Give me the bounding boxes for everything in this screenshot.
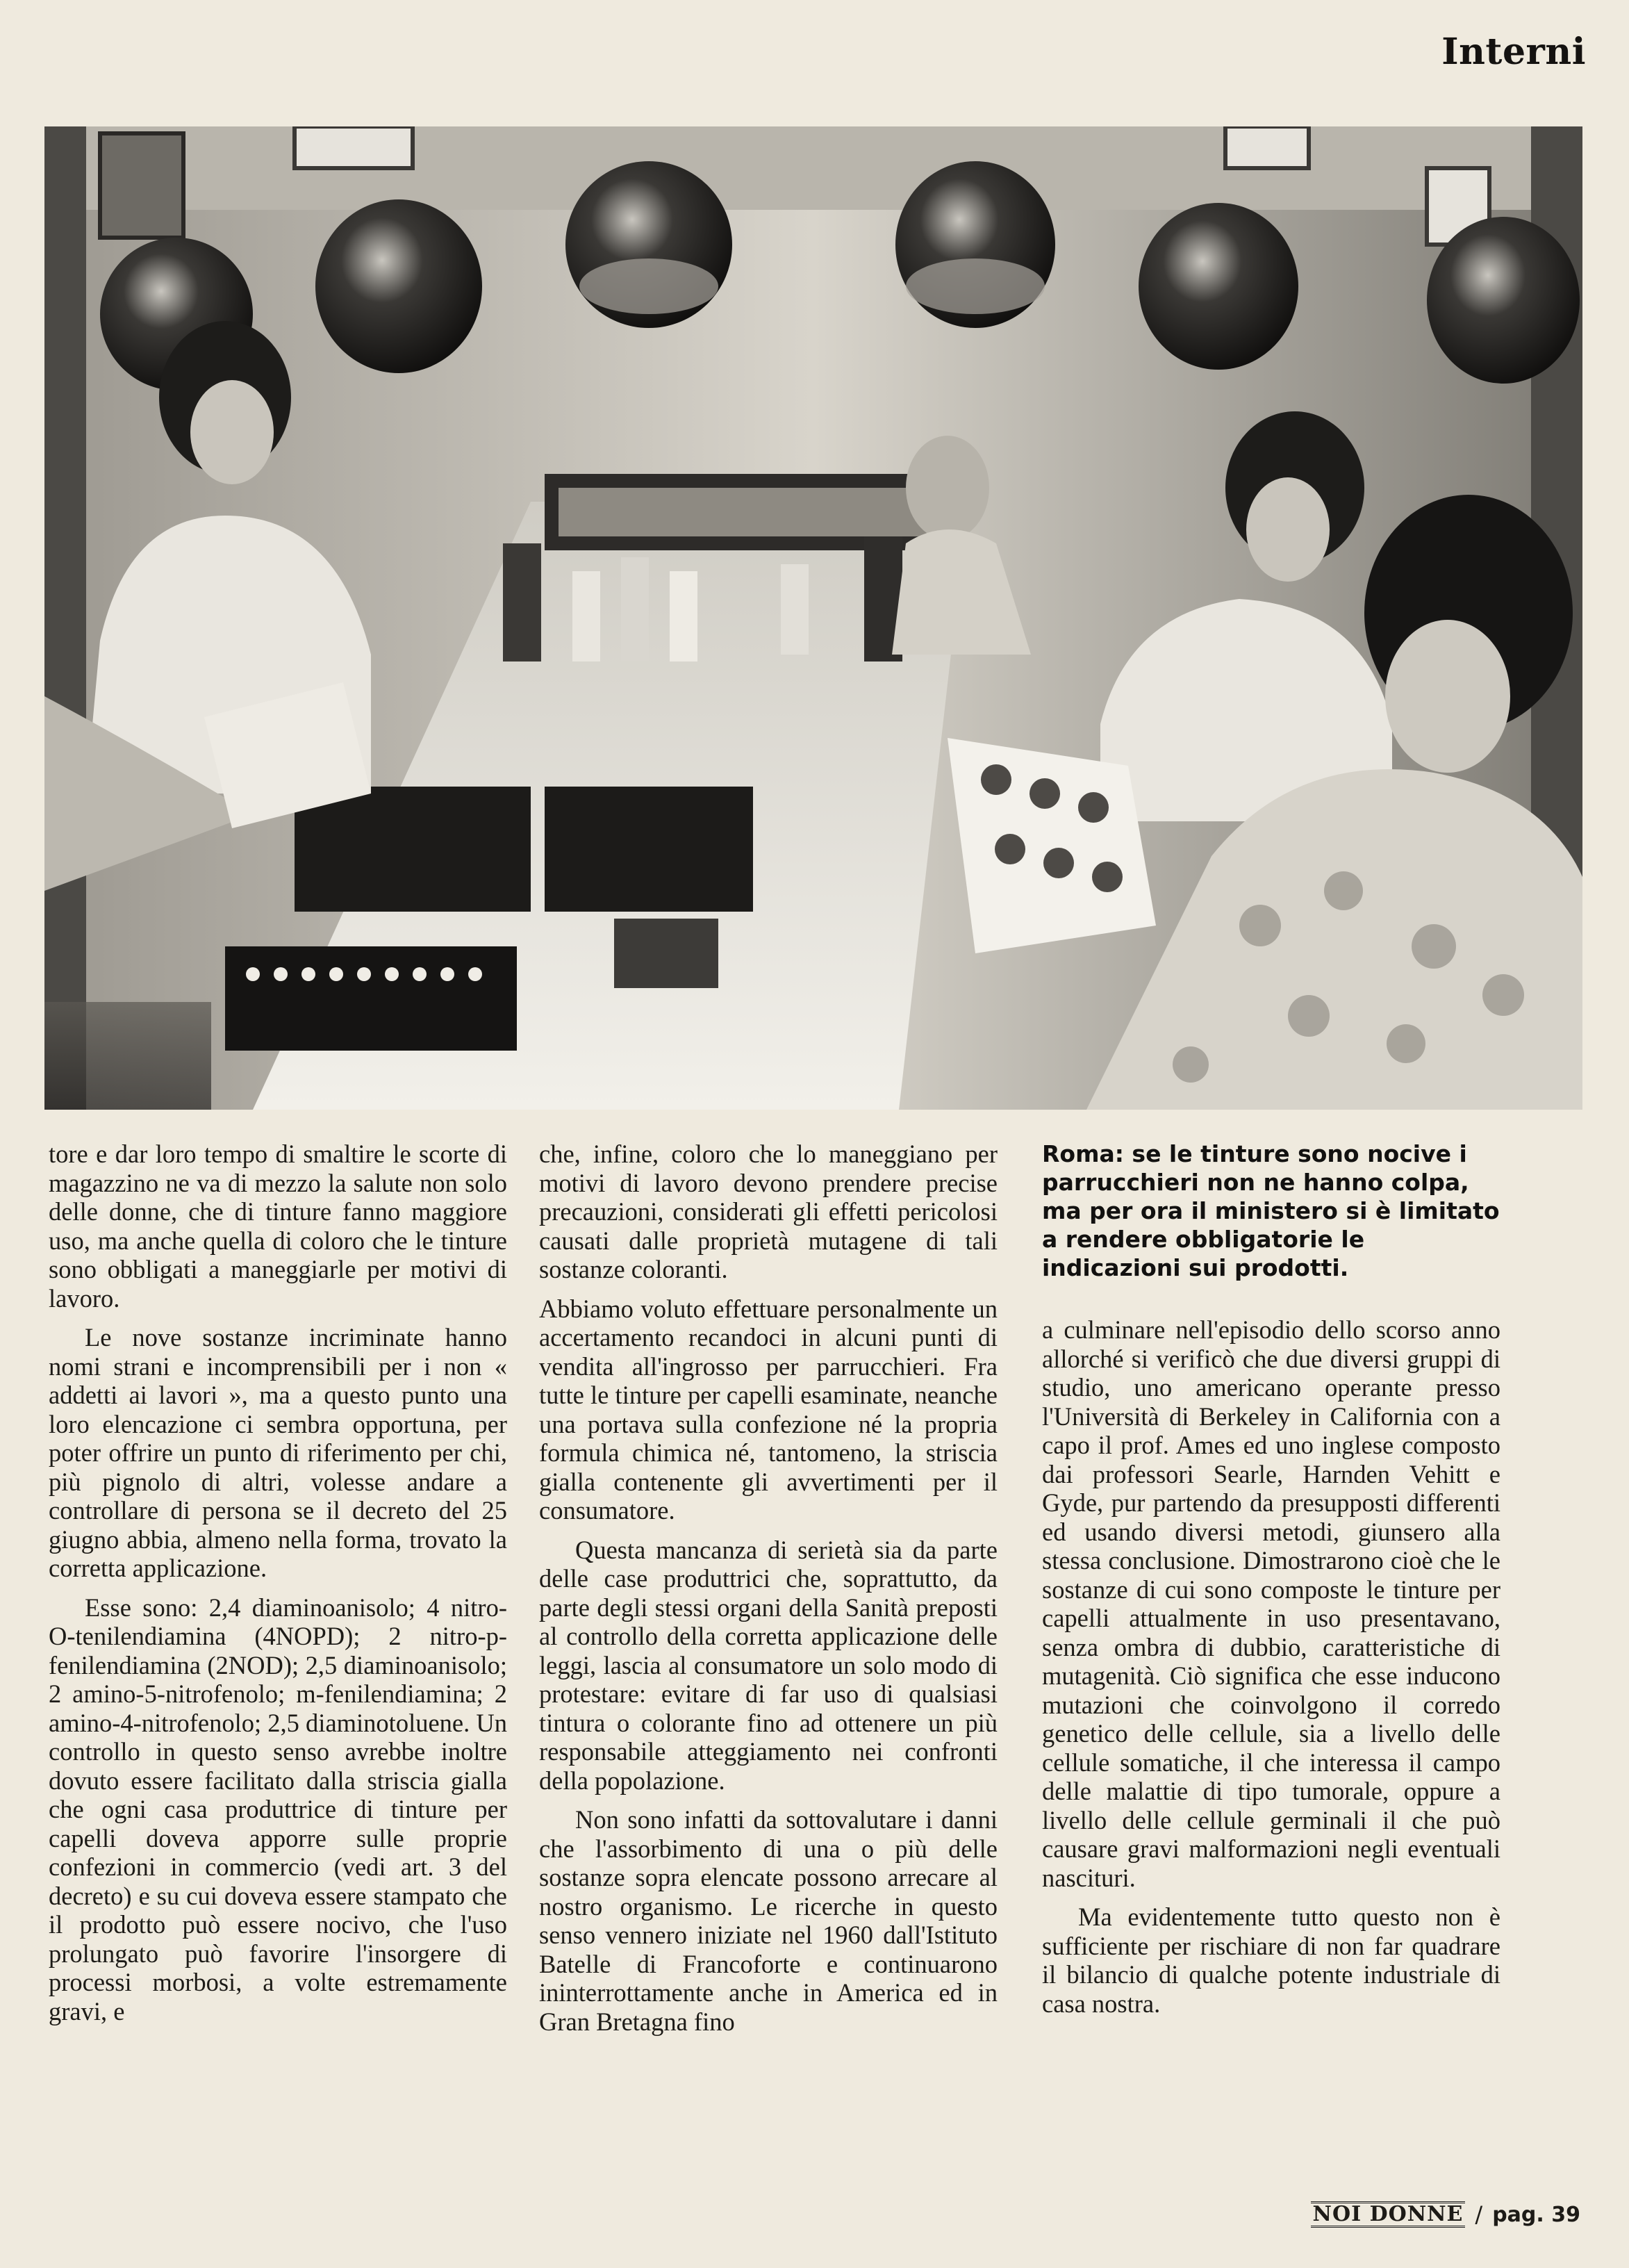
article-column-1 xyxy=(49,1140,507,2036)
salon-photo xyxy=(44,126,1582,1110)
footer-separator: / xyxy=(1475,2201,1483,2228)
paragraph: che, infine, coloro che lo maneggiano per motivi di lavoro devono prendere precise precauzioni, considerati gli effetti pericolosi causati dalle proprietà mutagene di tali sostanze coloranti. xyxy=(539,1140,998,1283)
section-label: Interni xyxy=(1441,31,1586,73)
page-footer xyxy=(1311,2201,1580,2228)
salon-photo-illustration xyxy=(44,126,1582,1110)
article-column-3 xyxy=(1042,1140,1500,2028)
paragraph: Esse sono: 2,4 diaminoanisolo; 4 nitro-O-tenilendiamina (4NOPD); 2 nitro-p-fenilendiamina (2NOD); 2,5 diaminoanisolo; 2 amino-5-nitrofenolo; m-fenilendiamina; 2 amino-4-nitrofenolo; 2,5 diaminotoluene. Un controllo in questo senso avrebbe inoltre dovuto essere facilitato dalla striscia gialla che ogni casa produttrice di tinture per capelli doveva apporre sulle proprie confezioni in commercio (vedi art. 3 del decreto) e su cui doveva essere stampato che il prodotto può essere nocivo, che l'uso prolungato può favorire l'insorgere di processi morbosi, a volte estremamente gravi, e xyxy=(49,1593,507,2025)
paragraph: Le nove sostanze incriminate hanno nomi strani e incomprensibili per i non « addetti ai lavori », ma a questo punto una loro elencazione ci sembra opportuna, per poter offrire un punto di riferimento per chi, più pignolo di altri, volesse andare a controllare di persona se il decreto del 25 giugno abbia, almeno nella forma, trovato la corretta applicazione. xyxy=(49,1323,507,1582)
paragraph: Abbiamo voluto effettuare personalmente un accertamento recandoci in alcuni punti di vendita all'ingrosso per parrucchieri. Fra tutte le tinture per capelli esaminate, neanche una portava sulla confezione né la propria formula chimica né, tantomeno, la striscia gialla contenente gli avvertimenti per il consumatore. xyxy=(539,1294,998,1525)
page-number: pag. 39 xyxy=(1492,2202,1580,2227)
paragraph: tore e dar loro tempo di smaltire le scorte di magazzino ne va di mezzo la salute non solo delle donne, che di tinture fanno maggiore uso, ma anche quella di coloro che le tinture sono obbligati a maneggiarle per motivi di lavoro. xyxy=(49,1140,507,1313)
photo-caption: Roma: se le tinture sono nocive i parrucchieri non ne hanno colpa, ma per ora il ministero si è limitato a rendere obbligatorie le indicazioni sui prodotti. xyxy=(1042,1140,1500,1281)
paragraph: Non sono infatti da sottovalutare i danni che l'assorbimento di una o più delle sostanze sopra elencate possono arrecare al nostro organismo. Le ricerche in questo senso vennero iniziate nel 1960 dall'Istituto Batelle di Francoforte e continuarono ininterrottamente anche in America ed in Gran Bretagna fino xyxy=(539,1805,998,2036)
article-column-2 xyxy=(539,1140,998,2046)
paragraph: a culminare nell'episodio dello scorso anno allorché si verificò che due diversi gruppi di studio, uno americano operante presso l'Università di Berkeley in California con a capo il prof. Ames ed uno inglese composto dai professori Searle, Harnden Vehitt e Gyde, pur partendo da presupposti differenti ed usando diversi metodi, giunsero alla stessa conclusione. Dimostrarono cioè che le sostanze di cui sono composte le tinture per capelli attualmente in uso presentavano, senza ombra di dubbio, caratteristiche di mutagenità. Ciò significa che esse inducono mutazioni che coinvolgono il corredo genetico delle cellule, sia a livello delle cellule somatiche, il che interessa il campo delle malattie di tipo tumorale, oppure a livello delle cellule germinali il che può causare gravi malformazioni negli eventuali nascituri. xyxy=(1042,1315,1500,1892)
paragraph: Ma evidentemente tutto questo non è sufficiente per rischiare di non far quadrare il bilancio di qualche potente industriale di casa nostra. xyxy=(1042,1903,1500,2018)
magazine-logo: NOI DONNE xyxy=(1311,2201,1466,2228)
paragraph: Questa mancanza di serietà sia da parte delle case produttrici che, soprattutto, da parte degli stessi organi della Sanità preposti al controllo della corretta applicazione delle leggi, lascia al consumatore un solo modo di protestare: evitare di far uso di qualsiasi tintura o colorante fino ad ottenere un più responsabile atteggiamento nei confronti della popolazione. xyxy=(539,1535,998,1795)
